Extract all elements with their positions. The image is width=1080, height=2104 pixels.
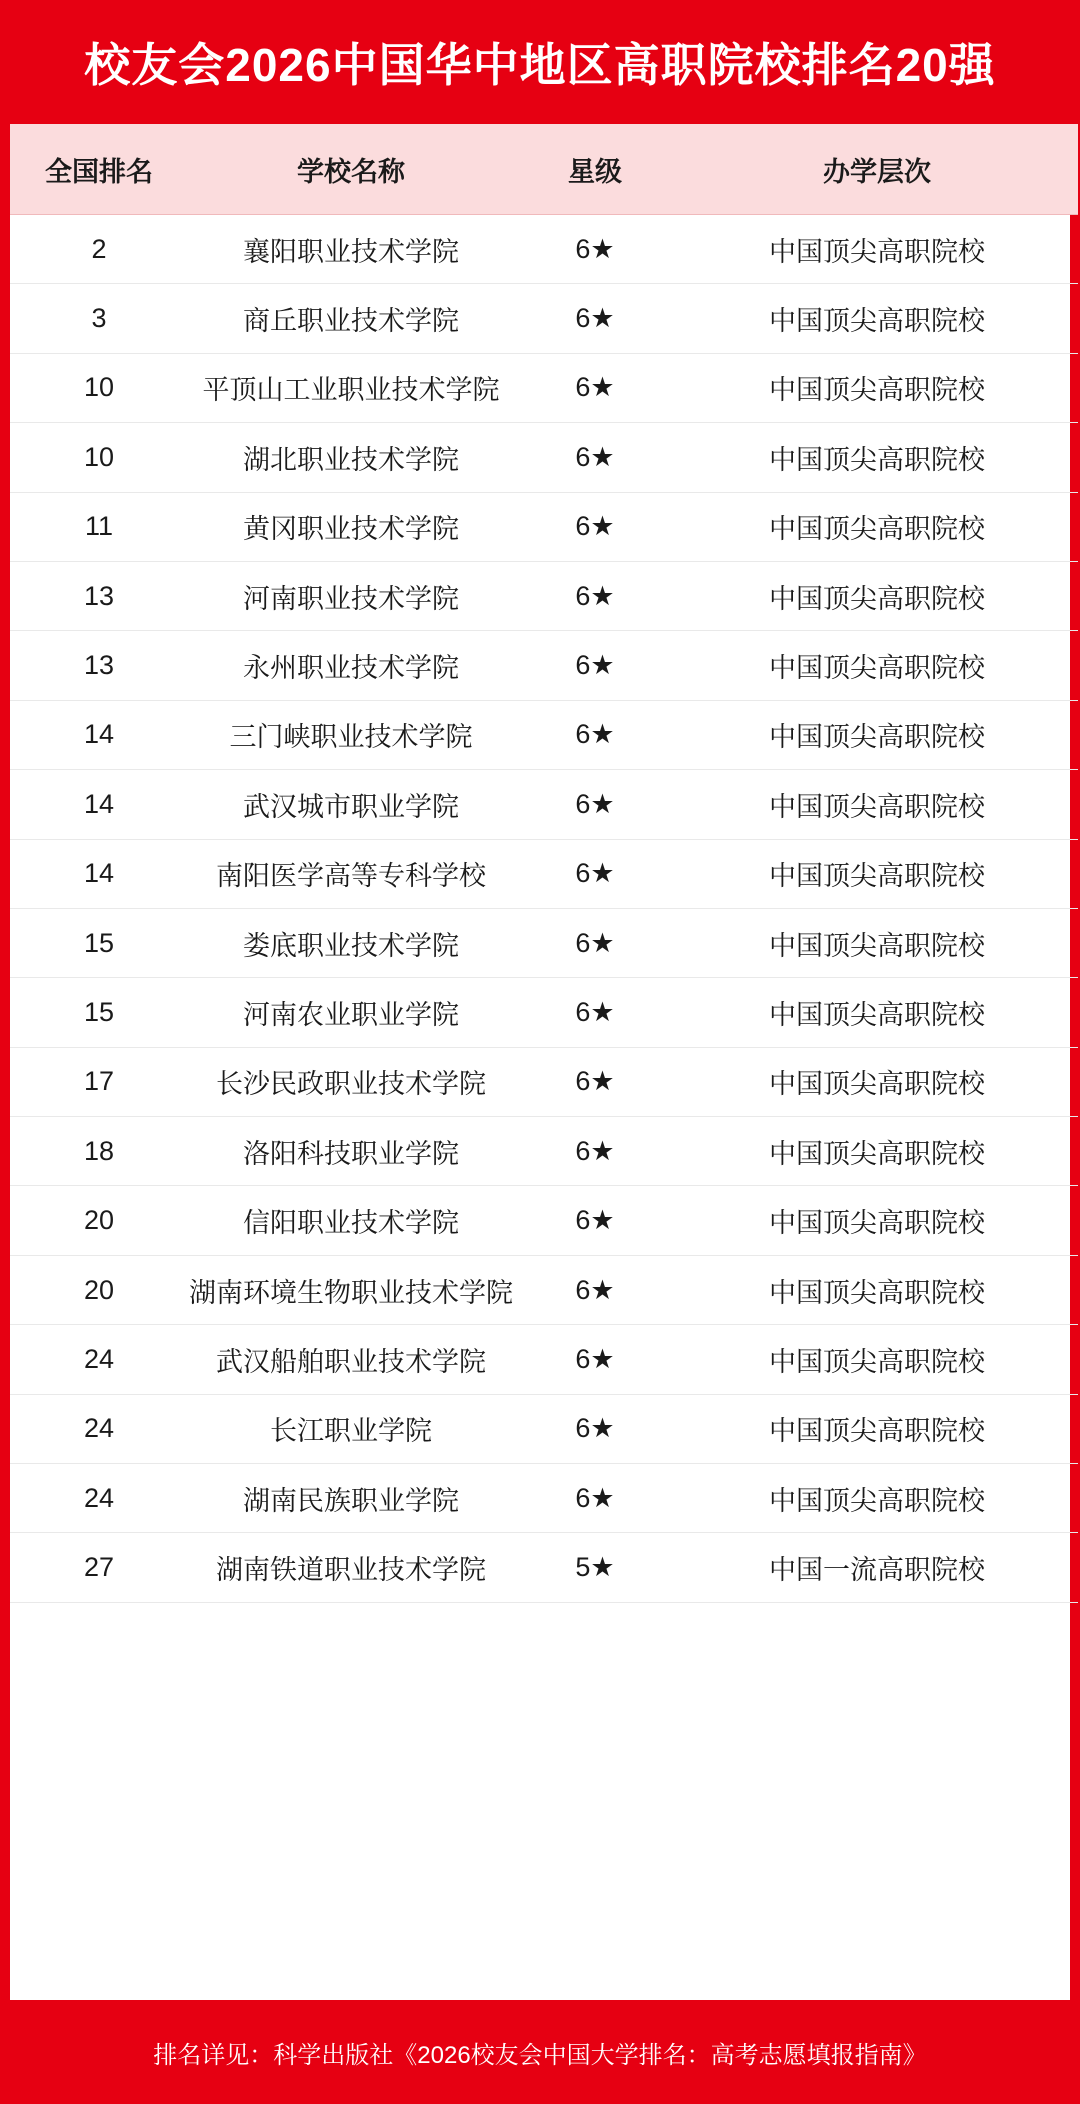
cell-rank: 24 bbox=[83, 1413, 115, 1444]
cell-level: 中国顶尖高职院校 bbox=[769, 514, 985, 545]
table-row bbox=[10, 839, 1078, 908]
cell-school-name: 三门峡职业技术学院 bbox=[229, 722, 473, 753]
cell-rank: 24 bbox=[83, 1343, 115, 1374]
table-row bbox=[10, 1533, 1078, 1602]
cell-rank: 11 bbox=[84, 511, 114, 542]
cell-star: 6★ bbox=[575, 511, 615, 542]
cell-level: 中国顶尖高职院校 bbox=[769, 1277, 985, 1308]
cell-rank: 13 bbox=[83, 650, 115, 681]
page-header bbox=[0, 0, 1080, 124]
cell-rank: 27 bbox=[83, 1552, 115, 1583]
table-row bbox=[10, 1186, 1078, 1255]
cell-rank: 15 bbox=[83, 927, 115, 958]
cell-star: 6★ bbox=[575, 788, 615, 819]
table-row bbox=[10, 978, 1078, 1047]
cell-star: 6★ bbox=[575, 1274, 615, 1305]
cell-rank: 10 bbox=[83, 372, 115, 403]
cell-star: 6★ bbox=[575, 1413, 615, 1444]
cell-star: 6★ bbox=[575, 1066, 615, 1097]
cell-rank: 14 bbox=[83, 788, 115, 819]
cell-rank: 20 bbox=[83, 1274, 115, 1305]
page-footer bbox=[0, 2000, 1080, 2104]
cell-star: 6★ bbox=[575, 441, 615, 472]
ranking-table bbox=[10, 124, 1078, 1603]
cell-school-name: 永州职业技术学院 bbox=[243, 653, 459, 684]
cell-level: 中国顶尖高职院校 bbox=[769, 791, 985, 822]
cell-level: 中国顶尖高职院校 bbox=[769, 375, 985, 406]
table-header bbox=[10, 124, 1078, 215]
cell-level: 中国顶尖高职院校 bbox=[769, 1069, 985, 1100]
table-row bbox=[10, 353, 1078, 422]
cell-school-name: 长江职业学院 bbox=[270, 1416, 432, 1447]
cell-school-name: 南阳医学高等专科学校 bbox=[216, 861, 486, 892]
cell-school-name: 襄阳职业技术学院 bbox=[243, 236, 459, 267]
cell-level: 中国顶尖高职院校 bbox=[769, 444, 985, 475]
cell-school-name: 湖南铁道职业技术学院 bbox=[216, 1555, 486, 1586]
cell-level: 中国顶尖高职院校 bbox=[769, 653, 985, 684]
cell-rank: 20 bbox=[83, 1205, 115, 1236]
column-header-school-name: 学校名称 bbox=[188, 124, 514, 215]
cell-star: 6★ bbox=[575, 996, 615, 1027]
table-row bbox=[10, 631, 1078, 700]
footer-note: 排名详见：科学出版社《2026校友会中国大学排名：高考志愿填报指南》 bbox=[153, 2041, 927, 2069]
cell-rank: 24 bbox=[83, 1482, 115, 1513]
cell-star: 6★ bbox=[575, 303, 615, 334]
cell-school-name: 黄冈职业技术学院 bbox=[243, 514, 459, 545]
cell-school-name: 长沙民政职业技术学院 bbox=[216, 1069, 486, 1100]
cell-star: 6★ bbox=[575, 372, 615, 403]
cell-level: 中国顶尖高职院校 bbox=[769, 999, 985, 1030]
table-header-row bbox=[10, 124, 1078, 215]
cell-star: 6★ bbox=[575, 1482, 615, 1513]
cell-school-name: 河南农业职业学院 bbox=[243, 999, 459, 1030]
table-row bbox=[10, 561, 1078, 630]
cell-school-name: 信阳职业技术学院 bbox=[243, 1208, 459, 1239]
cell-level: 中国顶尖高职院校 bbox=[769, 861, 985, 892]
table-body bbox=[10, 215, 1078, 1603]
cell-level: 中国顶尖高职院校 bbox=[769, 1346, 985, 1377]
table-row bbox=[10, 1117, 1078, 1186]
cell-level: 中国顶尖高职院校 bbox=[769, 236, 985, 267]
cell-star: 6★ bbox=[575, 1205, 615, 1236]
cell-school-name: 平顶山工业职业技术学院 bbox=[202, 375, 500, 406]
column-header-star: 星级 bbox=[514, 124, 676, 215]
cell-level: 中国一流高职院校 bbox=[769, 1555, 985, 1586]
cell-star: 6★ bbox=[575, 858, 615, 889]
column-header-rank: 全国排名 bbox=[10, 124, 188, 215]
table-row bbox=[10, 215, 1078, 284]
table-row bbox=[10, 1464, 1078, 1533]
cell-star: 6★ bbox=[575, 1343, 615, 1374]
cell-star: 6★ bbox=[575, 233, 615, 264]
ranking-table-container bbox=[10, 124, 1070, 2000]
cell-level: 中国顶尖高职院校 bbox=[769, 1416, 985, 1447]
table-row bbox=[10, 1394, 1078, 1463]
cell-rank: 3 bbox=[91, 303, 107, 334]
cell-level: 中国顶尖高职院校 bbox=[769, 1485, 985, 1516]
cell-rank: 10 bbox=[83, 441, 115, 472]
cell-star: 6★ bbox=[575, 580, 615, 611]
cell-rank: 14 bbox=[83, 858, 115, 889]
table-row bbox=[10, 1047, 1078, 1116]
cell-school-name: 河南职业技术学院 bbox=[243, 583, 459, 614]
table-row bbox=[10, 423, 1078, 492]
column-header-level: 办学层次 bbox=[676, 124, 1078, 215]
cell-level: 中国顶尖高职院校 bbox=[769, 722, 985, 753]
cell-rank: 18 bbox=[83, 1135, 115, 1166]
cell-level: 中国顶尖高职院校 bbox=[769, 1208, 985, 1239]
cell-school-name: 武汉城市职业学院 bbox=[243, 791, 459, 822]
table-row bbox=[10, 1325, 1078, 1394]
cell-star: 6★ bbox=[575, 650, 615, 681]
table-row bbox=[10, 908, 1078, 977]
cell-rank: 2 bbox=[91, 233, 107, 264]
cell-level: 中国顶尖高职院校 bbox=[769, 583, 985, 614]
table-row bbox=[10, 284, 1078, 353]
cell-star: 6★ bbox=[575, 719, 615, 750]
page-title: 校友会2026中国华中地区高职院校排名20强 bbox=[84, 39, 996, 91]
cell-school-name: 洛阳科技职业学院 bbox=[243, 1138, 459, 1169]
cell-level: 中国顶尖高职院校 bbox=[769, 1138, 985, 1169]
cell-school-name: 湖南环境生物职业技术学院 bbox=[189, 1277, 513, 1308]
cell-star: 6★ bbox=[575, 1135, 615, 1166]
cell-school-name: 娄底职业技术学院 bbox=[243, 930, 459, 961]
cell-school-name: 湖南民族职业学院 bbox=[243, 1485, 459, 1516]
cell-school-name: 商丘职业技术学院 bbox=[243, 306, 459, 337]
cell-school-name: 武汉船舶职业技术学院 bbox=[216, 1346, 486, 1377]
table-row bbox=[10, 1255, 1078, 1324]
cell-rank: 15 bbox=[83, 996, 115, 1027]
cell-rank: 17 bbox=[83, 1066, 115, 1097]
table-row bbox=[10, 770, 1078, 839]
cell-school-name: 湖北职业技术学院 bbox=[243, 444, 459, 475]
table-row bbox=[10, 700, 1078, 769]
cell-rank: 14 bbox=[83, 719, 115, 750]
cell-rank: 13 bbox=[83, 580, 115, 611]
cell-level: 中国顶尖高职院校 bbox=[769, 930, 985, 961]
cell-level: 中国顶尖高职院校 bbox=[769, 306, 985, 337]
cell-star: 6★ bbox=[575, 927, 615, 958]
cell-star: 5★ bbox=[575, 1552, 615, 1583]
table-row bbox=[10, 492, 1078, 561]
